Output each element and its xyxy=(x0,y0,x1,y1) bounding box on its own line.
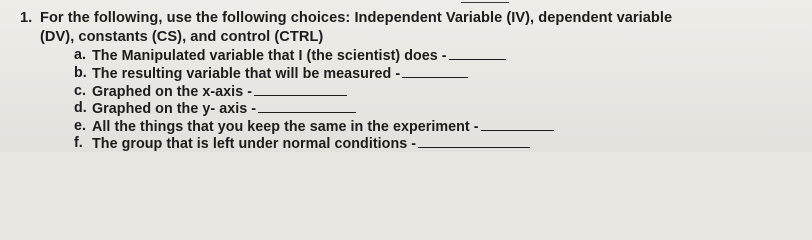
top-blank-line xyxy=(461,2,509,3)
answer-blank-f[interactable] xyxy=(418,135,530,148)
list-item-b xyxy=(74,65,504,82)
item-text: The Manipulated variable that I (the scientist) does - xyxy=(92,48,447,64)
item-text: Graphed on the y- axis - xyxy=(92,101,257,117)
list-item-a xyxy=(74,47,544,64)
item-letter: f. xyxy=(74,135,83,151)
item-letter: b. xyxy=(74,65,87,81)
list-item-d xyxy=(74,100,404,117)
list-item-e xyxy=(74,118,594,135)
question-line-1: For the following, use the following choices: Independent Variable (IV), dependent variable xyxy=(40,10,673,26)
answer-blank-b[interactable] xyxy=(402,65,468,78)
item-letter: e. xyxy=(74,118,87,134)
item-letter: a. xyxy=(74,47,87,63)
list-item-c xyxy=(74,83,394,100)
question-line-2: (DV), constants (CS), and control (CTRL) xyxy=(40,29,324,45)
item-text: The group that is left under normal conditions - xyxy=(92,136,417,152)
item-text: All the things that you keep the same in the experiment - xyxy=(92,119,479,135)
answer-blank-a[interactable] xyxy=(449,47,506,60)
answer-blank-d[interactable] xyxy=(258,100,356,113)
item-letter: c. xyxy=(74,83,87,99)
list-item-f xyxy=(74,135,564,152)
answer-blank-e[interactable] xyxy=(481,118,554,131)
answer-blank-c[interactable] xyxy=(254,83,347,96)
item-text: Graphed on the x-axis - xyxy=(92,84,253,100)
item-letter: d. xyxy=(74,100,87,116)
item-text: The resulting variable that will be measured - xyxy=(92,66,401,82)
question-number: 1. xyxy=(20,10,33,26)
